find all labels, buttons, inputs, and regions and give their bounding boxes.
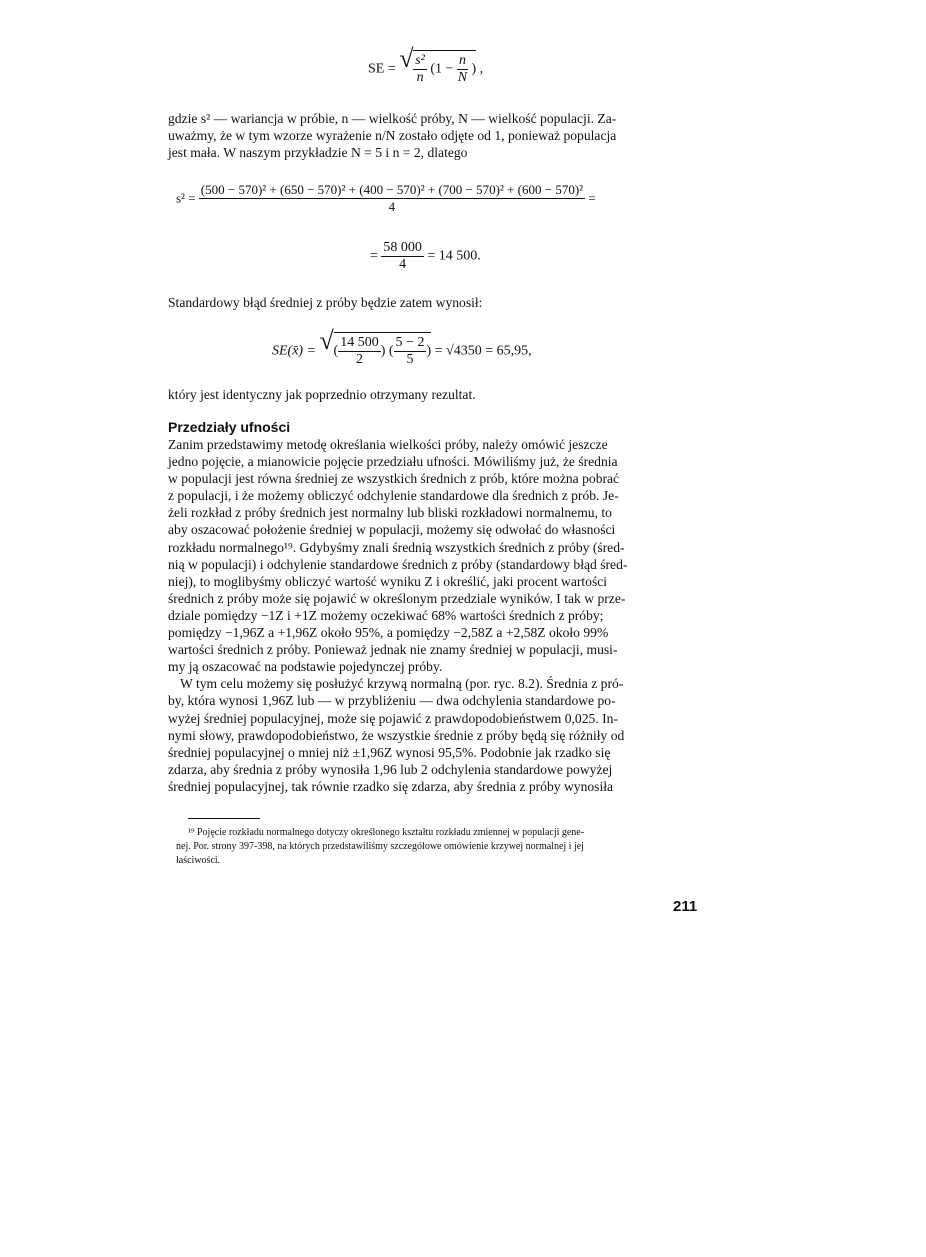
frac-denominator: n [416, 70, 424, 85]
fraction-n-N [457, 53, 468, 86]
text-line: z populacji, i że możemy obliczyć odchylenie standardowe dla średnich z prób. Je- [168, 488, 619, 504]
frac-numerator: (500 − 570)² + (650 − 570)² + (400 − 570)² + (700 − 570)² + (600 − 570)² [200, 182, 584, 197]
text-line: my ją oszacować na podstawie pojedynczej próby. [168, 659, 443, 675]
footnote-line: nej. Por. strony 397-398, na których przedstawiliśmy szczegółowe omówienie krzywej normalnej i jej [176, 841, 584, 852]
body-text [168, 436, 706, 795]
footnote-line: łaściwości. [176, 855, 221, 866]
text-line: jest mała. W naszym przykładzie N = 5 i n = 2, dlatego [168, 145, 468, 161]
fraction-14500-2 [338, 335, 381, 368]
formula-variance-result [370, 240, 481, 273]
formula-rhs: = √4350 = 65,95, [434, 343, 532, 359]
text-line: dziale pomiędzy −1Z i +1Z możemy oczekiwać 68% wartości średnich z próby; [168, 607, 604, 623]
formula-lhs: SE = [368, 61, 396, 77]
frac-numerator: √ s² [415, 53, 425, 68]
frac-denominator: N [457, 70, 468, 85]
text-line: pomiędzy −1,96Z a +1,96Z około 95%, a pomiędzy −2,58Z a +2,58Z około 99% [168, 625, 609, 641]
paren-open: (1 − [430, 61, 454, 77]
text-line: średniej populacyjnej o mniej niż ±1,96Z wynosi 95,5%. Podobnie jak rzadko się [168, 744, 611, 760]
text-line: średnich z próby może się pojawić w określonym przedziale wyników. I tak w prze- [168, 590, 626, 606]
page-number: 211 [673, 898, 698, 915]
text-line: aby oszacować położenie średniej w populacji, możemy się odwołać do własności [168, 522, 616, 538]
text-line: zdarza, aby średnia z próby wynosiła 1,96 lub 2 odchylenia standardowe powyżej [168, 761, 613, 777]
formula-trail: , [479, 61, 484, 77]
frac-numerator: n [458, 53, 466, 68]
paragraph-variance-definition [168, 110, 708, 161]
footnote [176, 826, 708, 868]
frac-numerator: 14 500 [340, 335, 379, 350]
paragraph-identical-result [168, 386, 476, 403]
text-line: średniej populacyjnej, tak równie rzadko się zdarza, aby średnia z próby wynosiła [168, 778, 614, 794]
formula-lhs: SE(x̄) = [272, 343, 317, 359]
formula-rhs: = 14 500. [427, 248, 481, 264]
section-heading: Przedziały ufności [168, 419, 291, 435]
text-line: by, która wynosi 1,96Z lub — w przybliżeniu — dwa odchylenia standardowe po- [168, 693, 616, 709]
text-line: w populacji jest równa średniej ze wszystkich średnich z prób, które można pobrać [168, 471, 620, 487]
frac-numerator: 5 − 2 [395, 335, 425, 350]
text-line: który jest identyczny jak poprzednio otrzymany rezultat. [168, 387, 476, 402]
frac-numerator: 58 000 [383, 240, 422, 255]
footnote-line: ¹⁹ Pojęcie rozkładu normalnego dotyczy określonego kształtu rozkładu zmiennej w populacji gene- [188, 827, 585, 838]
text-line: niej), to moglibyśmy obliczyć wartość wyniku Z i określić, jaki procent wartości [168, 573, 608, 589]
sqrt-symbol [399, 50, 476, 86]
frac-denominator: 4 [399, 257, 407, 272]
text-line: W tym celu możemy się posłużyć krzywą normalną (por. ryc. 8.2). Średnia z pró- [180, 676, 624, 692]
frac-denominator: 4 [388, 199, 396, 214]
formula-standard-error [368, 50, 483, 86]
fraction-58000 [381, 240, 424, 273]
text-line: nymi słowy, prawdopodobieństwo, że wszystkie średnie z próby będą się różniły od [168, 727, 625, 743]
fraction-variance [199, 182, 585, 215]
text-line: wyżej średniej populacyjnej, może się pojawić z prawdopodobieństwem 0,025. In- [168, 710, 618, 726]
sqrt-symbol: √ ( $\frac{14 500}{2}$ ) ( $\frac{5 - 2}{5}$ ) [320, 332, 432, 368]
text-line: Zanim przedstawimy metodę określania wielkości próby, należy omówić jeszcze [168, 437, 608, 452]
text-line: żeli rozkład z próby średnich jest normalny lub bliski rozkładowi normalnemu, to [168, 505, 612, 521]
formula-se-mean [272, 332, 532, 368]
text-line: nią w populacji) i odchylenie standardowe średnich z próby (standardowy błąd śred- [168, 556, 628, 572]
fraction-5-2 [394, 335, 427, 368]
text-line: jedno pojęcie, a mianowicie pojęcie przedziału ufności. Mówiliśmy już, że średnia [168, 454, 618, 470]
formula-trail: = [588, 190, 596, 206]
footnote-rule [188, 818, 260, 819]
frac-denominator: 2 [355, 352, 363, 367]
formula-lhs: s² = [176, 190, 196, 206]
text-line: Standardowy błąd średniej z próby będzie zatem wynosił: [168, 295, 483, 310]
text-line: gdzie s² — wariancja w próbie, n — wielkość próby, N — wielkość populacji. Za- [168, 111, 617, 126]
paren-close: ) [471, 61, 477, 77]
fraction-s2-n [413, 53, 427, 86]
formula-variance [176, 182, 596, 215]
frac-denominator: 5 [406, 352, 414, 367]
text-line: rozkładu normalnego¹⁹. Gdybyśmy znali średnią wszystkich średnich z próby (śred- [168, 539, 625, 555]
text-line: uważmy, że w tym wzorze wyrażenie n/N zostało odjęte od 1, ponieważ populacja [168, 128, 617, 144]
paragraph-se-intro [168, 294, 482, 311]
formula-lhs: = [370, 248, 378, 264]
text-line: wartości średnich z próby. Ponieważ jednak nie znamy średniej w populacji, musi- [168, 642, 618, 658]
